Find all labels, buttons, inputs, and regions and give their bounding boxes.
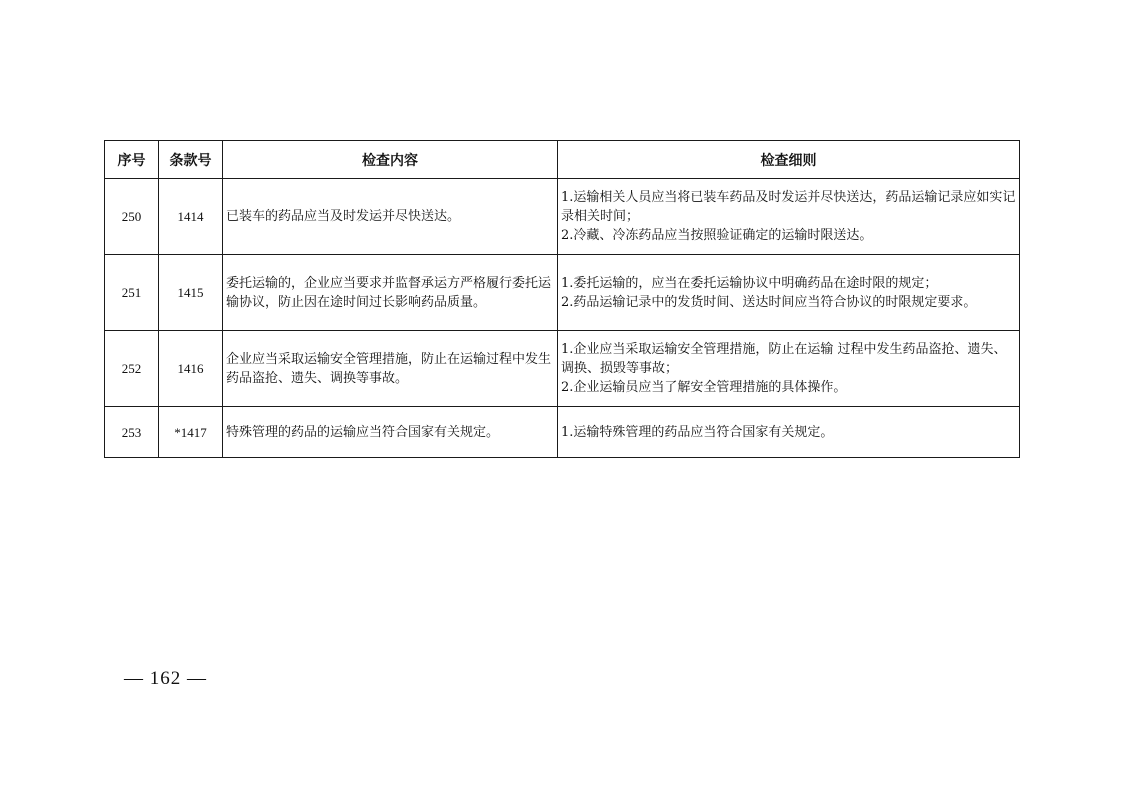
row-content: 委托运输的，企业应当要求并监督承运方严格履行委托运输协议，防止因在途时间过长影响药品质量。 (223, 255, 558, 331)
row-clause: 1416 (159, 331, 223, 407)
row-clause: 1414 (159, 179, 223, 255)
row-detail (558, 255, 1020, 331)
header-clause: 条款号 (159, 141, 223, 179)
header-seq: 序号 (105, 141, 159, 179)
row-seq: 252 (105, 331, 159, 407)
inspection-table (104, 140, 1020, 458)
detail-item: 2.药品运输记录中的发货时间、送达时间应当符合协议的时限规定要求。 (561, 294, 977, 310)
header-detail: 检查细则 (558, 141, 1020, 179)
table-row (105, 331, 1020, 407)
row-detail (558, 407, 1020, 458)
row-clause: 1415 (159, 255, 223, 331)
row-content: 特殊管理的药品的运输应当符合国家有关规定。 (223, 407, 558, 458)
table-body (105, 179, 1020, 458)
detail-item: 2.冷藏、冷冻药品应当按照验证确定的运输时限送达。 (561, 228, 873, 243)
row-seq: 250 (105, 179, 159, 255)
header-content: 检查内容 (223, 141, 558, 179)
detail-item: 1.运输特殊管理的药品应当符合国家有关规定。 (561, 424, 834, 440)
row-content: 已装车的药品应当及时发运并尽快送达。 (223, 179, 558, 255)
detail-item: 1.运输相关人员应当将已装车药品及时发运并尽快送达，药品运输记录应如实记录相关时间； (561, 190, 1016, 224)
detail-item: 1.企业应当采取运输安全管理措施，防止在运输 过程中发生药品盗抢、遗失、调换、损毁等事故； (561, 342, 1007, 376)
row-clause: *1417 (159, 407, 223, 458)
row-seq: 253 (105, 407, 159, 458)
detail-item: 2.企业运输员应当了解安全管理措施的具体操作。 (561, 380, 847, 395)
row-detail (558, 331, 1020, 407)
table-row (105, 179, 1020, 255)
detail-item: 1.委托运输的，应当在委托运输协议中明确药品在途时限的规定； (561, 275, 938, 291)
row-detail (558, 179, 1020, 255)
page-number: — 162 — (124, 668, 207, 689)
header-row (105, 141, 1020, 179)
table-row (105, 407, 1020, 458)
row-content: 企业应当采取运输安全管理措施，防止在运输过程中发生药品盗抢、遗失、调换等事故。 (223, 331, 558, 407)
table-row (105, 255, 1020, 331)
table-header (105, 141, 1020, 179)
row-seq: 251 (105, 255, 159, 331)
